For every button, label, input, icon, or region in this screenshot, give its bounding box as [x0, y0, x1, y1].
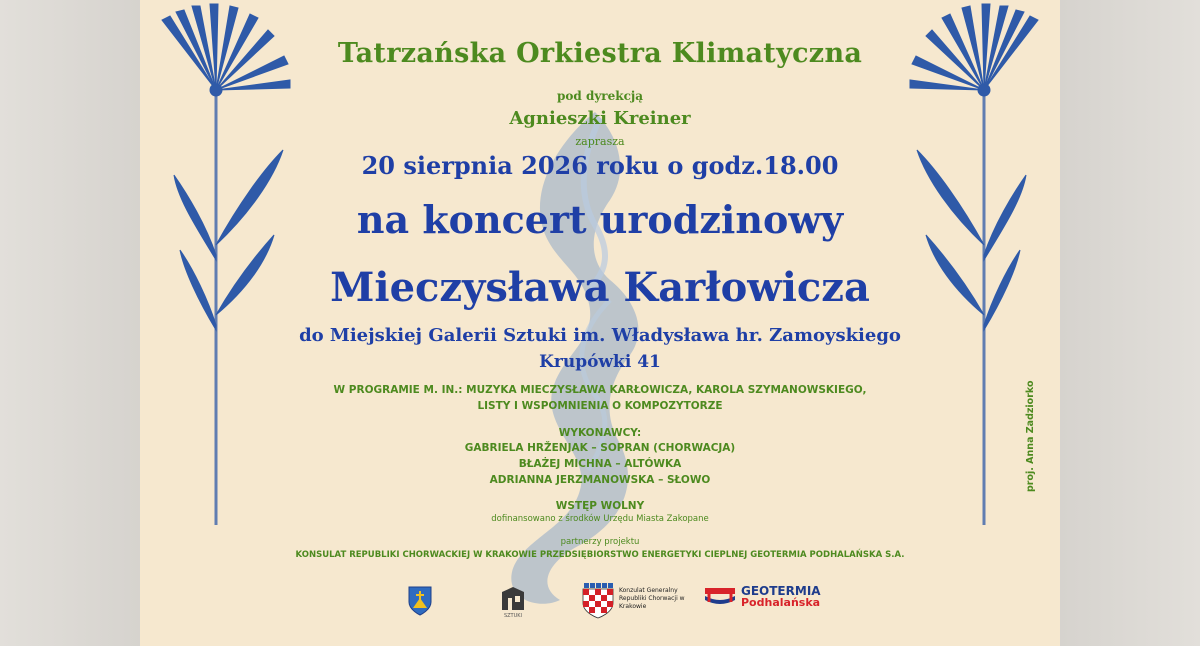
concert-poster: [140, 0, 1060, 646]
geotermia-title: GEOTERMIA: [741, 584, 821, 598]
performer-item: ADRIANNA JERZMANOWSKA – SŁOWO: [489, 474, 711, 486]
gallery-logo: [500, 586, 526, 619]
left-backdrop: [0, 0, 140, 646]
designer-credit: proj. Anna Zadziorko: [1025, 380, 1036, 492]
program-line-2: LISTY I WSPOMNIENIA O KOMPOZYTORZE: [477, 400, 723, 412]
venue-name: do Miejskiej Galerii Sztuki im. Władysława hr. Zamoyskiego: [299, 325, 901, 346]
headline-line-1: na koncert urodzinowy: [356, 197, 844, 242]
sponsor-logos: [140, 580, 1060, 630]
headline-line-2: Mieczysława Karłowicza: [330, 264, 870, 311]
partners-heading: partnerzy projektu: [560, 537, 640, 547]
partners-list: KONSULAT REPUBLIKI CHORWACKIEJ W KRAKOWIE PRZEDSIĘBIORSTWO ENERGETYKI CIEPLNEJ GEOTERMIA PODHALAŃSKA S.A.: [295, 550, 905, 560]
performer-item: BŁAŻEJ MICHNA – ALTÓWKA: [518, 458, 682, 470]
funding-note: dofinansowano z środków Urzędu Miasta Zakopane: [491, 514, 709, 524]
performer-item: GABRIELA HRŽENJAK – SOPRAN (CHORWACJA): [464, 442, 736, 454]
orchestra-title: Tatrzańska Orkiestra Klimatyczna: [337, 38, 863, 69]
gallery-logo-label: SZTUKI: [503, 613, 523, 619]
concert-date: 20 sierpnia 2026 roku o godz.18.00: [361, 151, 839, 180]
program-line-1: W PROGRAMIE M. IN.: MUZYKA MIECZYSŁAWA KARŁOWICZA, KAROLA SZYMANOWSKIEGO,: [333, 384, 867, 396]
performers-heading: WYKONAWCY:: [558, 427, 642, 439]
venue-address: Krupówki 41: [539, 352, 661, 372]
geotermia-logo: [703, 584, 821, 616]
croatian-consulate-logo: [581, 583, 685, 623]
direction-label: pod dyrekcją: [556, 89, 644, 103]
right-backdrop: [1060, 0, 1200, 646]
invites-label: zaprasza: [575, 135, 625, 148]
croatian-consulate-label: Konzulat Generalny Republiki Chorwacji w Krakowie: [619, 587, 685, 610]
conductor-name: Agnieszki Kreiner: [509, 108, 691, 129]
free-entry-label: WSTĘP WOLNY: [555, 500, 645, 512]
zakopane-crest-logo: [408, 586, 432, 620]
geotermia-subtitle: Podhalańska: [741, 596, 821, 609]
